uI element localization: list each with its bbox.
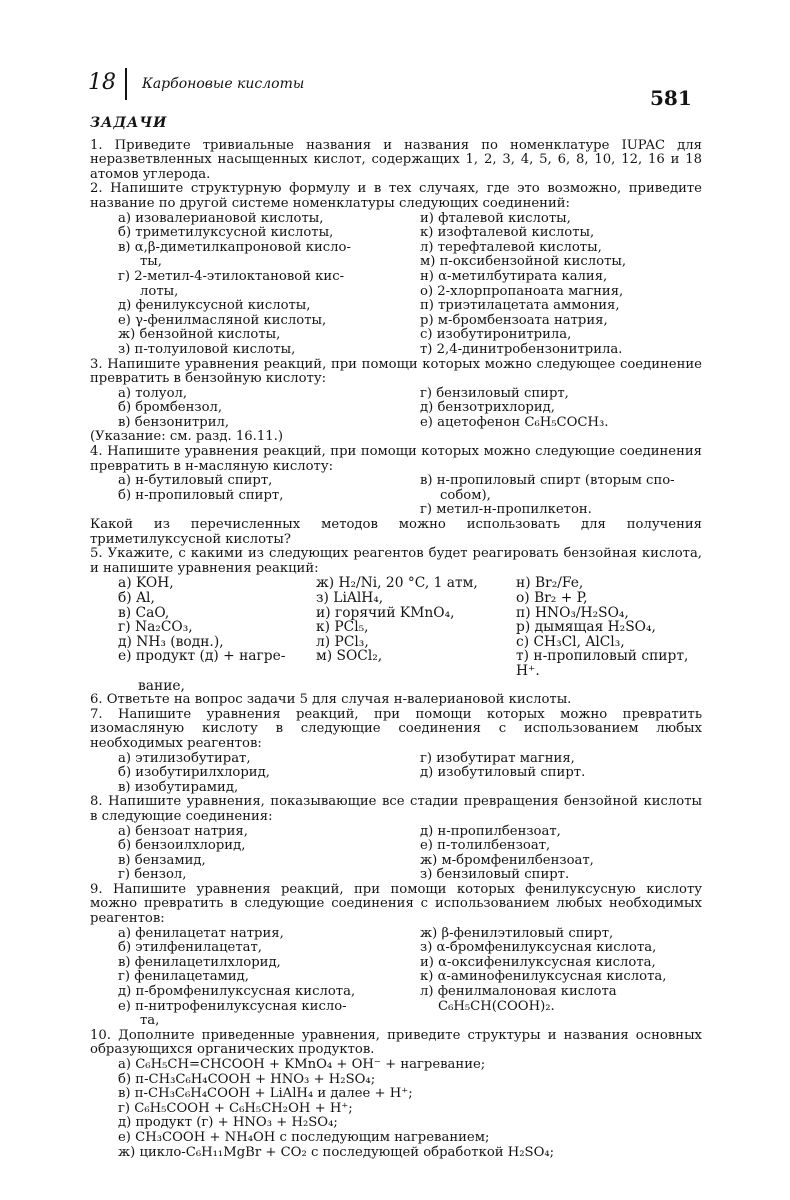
chapter-number: 18	[88, 70, 116, 95]
problem-10: 10. Дополните приведенные уравнения, приведите структуры и названия основных образующихся органических продуктов.	[90, 1027, 702, 1058]
list-item: п) HNO₃/H₂SO₄,	[516, 604, 629, 621]
problem-4: 4. Напишите уравнения реакций, при помощи которых можно следующие соединения превратить в н-масляную кислоту:	[90, 444, 702, 474]
problem-6: 6. Ответьте на вопрос задачи 5 для случая н-валериановой кислоты.	[90, 692, 572, 708]
list-item: а) KOH,	[118, 575, 174, 592]
list-item: з) LiAlH₄,	[316, 590, 384, 606]
list-item: д) п-бромфенилуксусная кислота,	[118, 984, 356, 1000]
problem-9: 9. Напишите уравнения реакций, при помощи которых фенилуксусную кислоту можно превратить в следующие соединения с использованием любых необходимых реагентов:	[90, 881, 702, 927]
problem-5-list	[90, 576, 702, 693]
list-item: с) изобутиронитрила,	[420, 327, 572, 343]
list-item: б) изобутирилхлорид,	[118, 765, 270, 781]
problem-3-list	[90, 387, 702, 431]
list-item: ж) H₂/Ni, 20 °C, 1 атм,	[316, 575, 478, 592]
list-item: д) продукт (г) + HNO₃ + H₂SO₄;	[118, 1115, 338, 1131]
list-item: г) метил-н-пропилкетон.	[420, 502, 592, 518]
list-item: ж) бензойной кислоты,	[118, 327, 281, 343]
problem-8-list	[90, 825, 702, 883]
list-item: б) н-пропиловый спирт,	[118, 487, 284, 503]
list-row	[90, 489, 702, 504]
list-item: е) продукт (д) + нагре-	[118, 648, 286, 665]
list-item: а) фенилацетат натрия,	[118, 925, 284, 941]
list-row	[90, 956, 702, 971]
list-item: т) 2,4-динитробензонитрила.	[420, 341, 623, 357]
problem-1: 1. Приведите тривиальные названия и названия по номенклатуре IUPAC для неразветвленных насыщенных кислот, содержащих 1, 2, 3, 4, 5, 6, 8, 10, 12, 16 и 18 атомов углерода.	[90, 137, 702, 182]
list-row	[90, 255, 702, 270]
problem-8: 8. Напишите уравнения, показывающие все стадии превращения бензойной кислоты в следующие соединения:	[90, 794, 702, 824]
list-item: а) бензоат натрия,	[118, 823, 248, 839]
list-item: л) PCl₃,	[316, 633, 369, 650]
list-row	[90, 591, 702, 606]
problem-9-list	[90, 927, 702, 1029]
list-row	[90, 1000, 702, 1015]
list-item: в) бензонитрил,	[118, 414, 230, 430]
chapter-title: Карбоновые кислоты	[142, 76, 305, 92]
list-item: б) триметилуксусной кислоты,	[118, 225, 334, 241]
list-row	[90, 766, 702, 781]
list-row	[90, 635, 702, 650]
list-item: д) бензотрихлорид,	[420, 400, 555, 416]
list-row	[90, 781, 702, 796]
list-item: и) горячий KMnO₄,	[316, 604, 455, 621]
problem-7-list	[90, 752, 702, 796]
list-row	[90, 314, 702, 329]
page-number: 581	[650, 86, 692, 110]
list-item: C₆H₅CH(COOH)₂.	[438, 998, 555, 1014]
list-row	[90, 752, 702, 767]
list-item: и) фталевой кислоты,	[420, 210, 571, 226]
list-row	[90, 679, 702, 694]
list-item: з) α-бромфенилуксусная кислота,	[420, 940, 657, 956]
list-row	[90, 241, 702, 256]
list-item: о) Br₂ + P,	[516, 590, 588, 606]
list-item: к) α-аминофенилуксусная кислота,	[420, 969, 667, 985]
list-row	[90, 343, 702, 358]
list-row	[90, 839, 702, 854]
problems-section	[90, 116, 702, 1160]
list-row	[90, 620, 702, 635]
list-item: вание,	[138, 677, 185, 694]
list-item: в) изобутирамид,	[118, 779, 239, 795]
list-item: г) 2-метил-4-этилоктановой кис-	[118, 268, 345, 284]
list-item: б) Al,	[118, 590, 155, 606]
list-item: г) бензиловый спирт,	[420, 385, 569, 401]
list-row	[90, 270, 702, 285]
list-row	[90, 226, 702, 241]
problem-7: 7. Напишите уравнения реакций, при помощи которых можно превратить изомасляную кислоту в следующие соединения с использованием любых необходимых реагентов:	[90, 706, 702, 751]
list-item: а) изовалериановой кислоты,	[118, 210, 324, 226]
list-item: г) бензол,	[118, 867, 187, 883]
list-item: г) C₆H₅COOH + C₆H₅CH₂OH + H⁺;	[118, 1100, 353, 1116]
list-item: к) PCl₅,	[316, 619, 369, 636]
list-row	[90, 941, 702, 956]
list-item: б) п-CH₃C₆H₄COOH + HNO₃ + H₂SO₄;	[118, 1071, 376, 1087]
list-row	[90, 649, 702, 678]
list-item: л) фенилмалоновая кислота	[420, 984, 617, 1000]
list-item: а) н-бутиловый спирт,	[118, 473, 273, 489]
list-item: о) 2-хлорпропаноата магния,	[420, 283, 624, 299]
header-divider	[125, 68, 127, 100]
problem-4-question: Какой из перечисленных методов можно использовать для получения триметилуксусной кислоты?	[90, 517, 702, 547]
list-row	[90, 401, 702, 416]
problem-3: 3. Напишите уравнения реакций, при помощи которых можно следующее соединение превратить в бензойную кислоту:	[90, 356, 702, 387]
list-item: а) C₆H₅CH=CHCOOH + KMnO₄ + OH⁻ + нагревание;	[118, 1057, 486, 1072]
list-item: ж) цикло-C₆H₁₁MgBr + CO₂ с последующей обработкой H₂SO₄;	[118, 1144, 555, 1160]
list-row	[90, 474, 702, 489]
list-item: н) Br₂/Fe,	[516, 575, 584, 592]
list-item: ж) β-фенилэтиловый спирт,	[420, 925, 614, 941]
list-item: б) бромбензол,	[118, 400, 223, 416]
list-item: н) α-метилбутирата калия,	[420, 268, 608, 284]
list-item: м) п-оксибензойной кислоты,	[420, 254, 627, 270]
problem-2-list	[90, 212, 702, 358]
list-item: е) CH₃COOH + NH₄OH с последующим нагреванием;	[118, 1129, 490, 1145]
list-item: в) CaO,	[118, 604, 170, 621]
section-heading: ЗАДАЧИ	[90, 115, 168, 131]
list-item: с) CH₃Cl, AlCl₃,	[516, 633, 625, 650]
list-row	[90, 970, 702, 985]
list-row	[90, 927, 702, 942]
list-item: г) фенилацетамид,	[118, 969, 249, 985]
list-item: д) NH₃ (водн.),	[118, 633, 224, 650]
list-item: р) м-бромбензоата натрия,	[420, 312, 608, 328]
list-item: в) α,β-диметилкапроновой кисло-	[118, 239, 351, 255]
list-item: т) н-пропиловый спирт, H⁺.	[516, 648, 689, 679]
list-item: б) бензоилхлорид,	[118, 838, 246, 854]
list-item: а) толуол,	[118, 385, 188, 401]
list-item: к) изофталевой кислоты,	[420, 225, 595, 241]
list-item: м) SOCl₂,	[316, 648, 383, 665]
list-item: г) изобутират магния,	[420, 750, 575, 766]
list-item: е) ацетофенон C₆H₅COCH₃.	[420, 414, 609, 430]
problem-4-list	[90, 474, 702, 518]
problem-2: 2. Напишите структурную формулу и в тех случаях, где это возможно, приведите название по другой системе номенклатуры следующих соединений:	[90, 181, 702, 211]
list-item: лоты,	[140, 283, 179, 299]
list-item: в) фенилацетилхлорид,	[118, 954, 281, 970]
list-row	[90, 825, 702, 840]
list-row	[90, 328, 702, 343]
list-item: ж) м-бромфенилбензоат,	[420, 852, 594, 868]
list-item: е) п-толилбензоат,	[420, 838, 551, 854]
list-item: е) п-нитрофенилуксусная кисло-	[118, 998, 347, 1014]
list-item: е) γ-фенилмасляной кислоты,	[118, 312, 327, 328]
list-row	[90, 854, 702, 869]
list-item: ты,	[140, 254, 162, 270]
list-item: и) α-оксифенилуксусная кислота,	[420, 954, 656, 970]
list-row	[90, 299, 702, 314]
list-row	[90, 868, 702, 883]
list-row	[90, 416, 702, 431]
list-item: р) дымящая H₂SO₄,	[516, 619, 656, 636]
list-item: п) триэтилацетата аммония,	[420, 298, 620, 314]
problem-3-note: (Указание: см. разд. 16.11.)	[90, 429, 283, 445]
list-item: д) фенилуксусной кислоты,	[118, 298, 311, 314]
list-item: в) н-пропиловый спирт (вторым спо-	[420, 473, 675, 489]
list-item: в) п-CH₃C₆H₄COOH + LiAlH₄ и далее + H⁺;	[118, 1086, 413, 1102]
problem-10-list	[90, 1058, 702, 1160]
list-row	[90, 985, 702, 1000]
list-row	[90, 1014, 702, 1029]
list-row	[90, 606, 702, 621]
list-item: з) бензиловый спирт.	[420, 867, 570, 883]
list-row	[90, 387, 702, 402]
list-item: собом),	[440, 487, 491, 503]
list-row	[90, 576, 702, 591]
list-item: г) Na₂CO₃,	[118, 619, 193, 636]
list-item: д) изобутиловый спирт.	[420, 765, 586, 781]
list-row	[90, 285, 702, 300]
list-item: а) этилизобутират,	[118, 750, 251, 766]
list-item: д) н-пропилбензоат,	[420, 823, 561, 839]
list-item: в) бензамид,	[118, 852, 206, 868]
list-item: та,	[140, 1013, 160, 1029]
list-row	[90, 212, 702, 227]
problem-5: 5. Укажите, с какими из следующих реагентов будет реагировать бензойная кислота, и напишите уравнения реакций:	[90, 546, 702, 576]
list-item: б) этилфенилацетат,	[118, 940, 263, 956]
list-item: з) п-толуиловой кислоты,	[118, 341, 296, 357]
list-item: л) терефталевой кислоты,	[420, 239, 602, 255]
